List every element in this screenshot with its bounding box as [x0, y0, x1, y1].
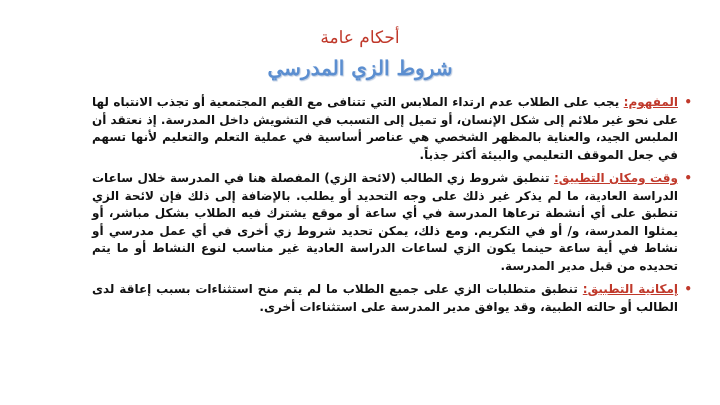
item-text: تنطبق متطلبات الزي على جميع الطلاب ما لم يتم منح استثناءات بسبب إعاقة لدى الطالب أو حالته الطبية، وقد يوافق مدير المدرسة على استثناءات أخرى. — [92, 282, 678, 314]
list-item-concept — [92, 94, 692, 164]
bullet-icon: • — [684, 282, 692, 296]
bullet-icon: • — [684, 95, 692, 109]
slide-title: شروط الزي المدرسي — [267, 56, 453, 80]
list-item-applicability — [92, 281, 692, 316]
item-label: المفهوم: — [623, 95, 678, 109]
item-label: وقت ومكان التطبيق: — [553, 171, 678, 185]
bullet-icon: • — [684, 171, 692, 185]
section-subtitle: أحكام عامة — [320, 28, 400, 48]
item-text: تنطبق شروط زي الطالب (لائحة الزي) المفصلة هنا في المدرسة خلال ساعات الدراسة العادية، ما لم يذكر غير ذلك على وجه التحديد أو يطلب. بالإضافة إلى ذلك فإن لائحة الزي تنطبق على أي أنشطة ترعاها المدرسة في أي ساعة أو موقع يشترك فيه الطلاب بشكل مباشر، أو يمثلوا المدرسة، و/ أو في التكريم. ومع ذلك، يمكن تحديد شروط زي أخرى في أي عمل مدرسي أو نشاط في أية ساعة حينما يكون الزي لساعات الدراسة العادية غير مناسب لنوع النشاط أو ما يتم تحديده من قبل مدير المدرسة. — [92, 171, 678, 273]
item-label: إمكانية التطبيق: — [582, 282, 678, 296]
item-text: يجب على الطلاب عدم ارتداء الملابس التي تتنافى مع القيم المجتمعية أو تجذب الانتباه لها على نحو غير ملائم إلى شكل الإنسان، أو تميل إلى التسبب في التشويش داخل المدرسة. إذ نعتقد أن الملبس الجيد، والعناية بالمظهر الشخصي هي عناصر أساسية في عملية التعلم والتعليم لأنها تسهم في جعل الموقف التعليمي والبيئة أكثر جذباً. — [92, 95, 678, 162]
list-item-time-place — [92, 170, 692, 275]
rules-list — [92, 94, 692, 322]
